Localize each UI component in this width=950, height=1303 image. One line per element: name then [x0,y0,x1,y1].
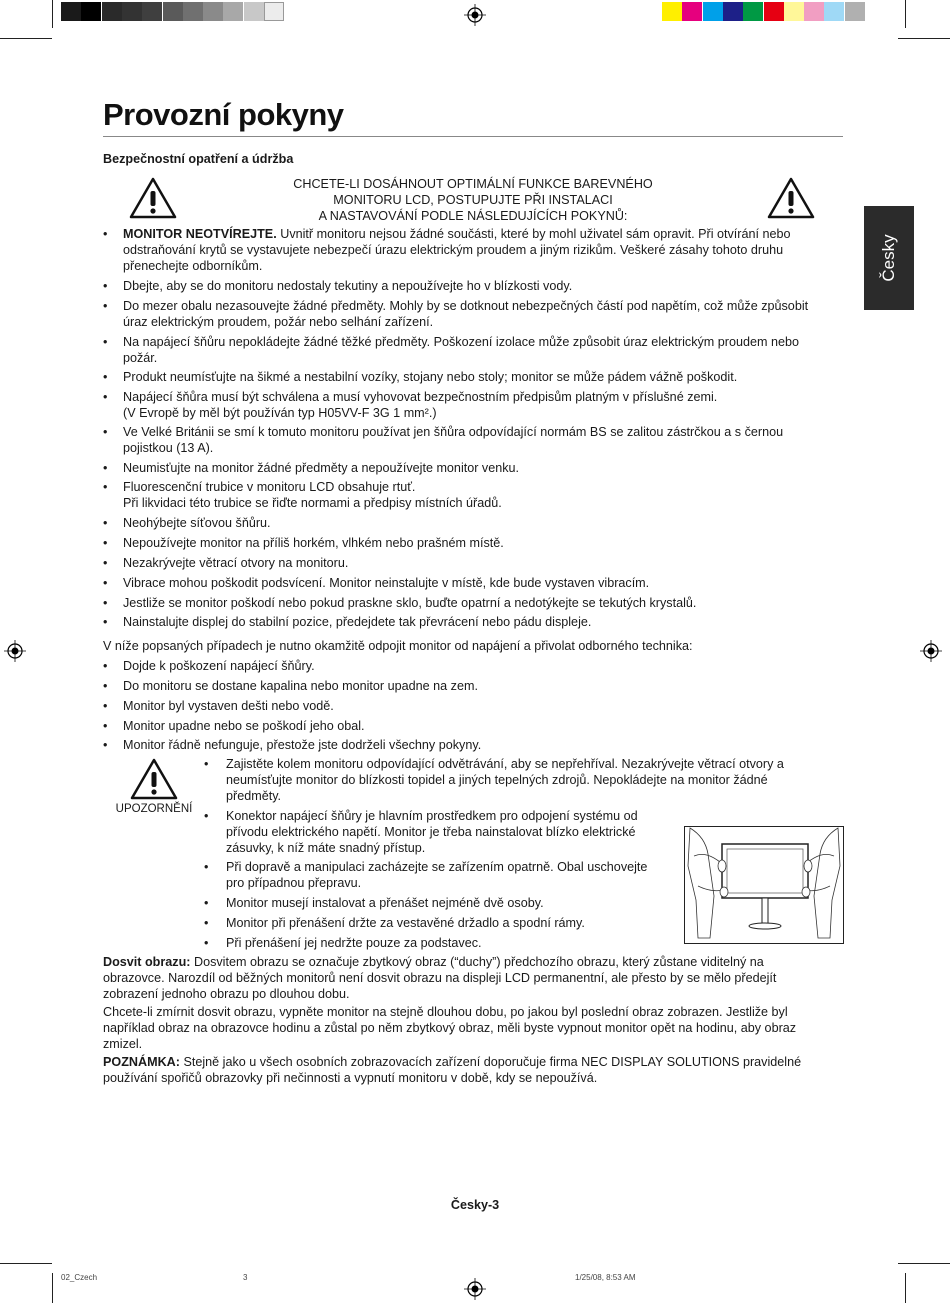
list-item: • Nezakrývejte větrací otvory na monitoru. [123,555,348,571]
center-warning [230,176,716,224]
gray-swatch [203,2,223,21]
gray-swatch [244,2,264,21]
text-line: přenechejte odborníkům. [123,259,263,273]
center-warning-line: CHCETE-LI DOSÁHNOUT OPTIMÁLNÍ FUNKCE BAREVNÉHO [293,177,653,191]
text-line: • Fluorescenční trubice v monitoru LCD obsahuje rtuť. [123,480,416,494]
crop-mark [52,0,53,28]
gray-swatch [163,2,183,21]
text-line: zobrazení jednoho obrazu po dlouhou dobu. [103,987,350,1001]
text-line: Uvnitř monitoru nejsou žádné součásti, které by mohl uživatel sám opravit. Při otvírání nebo [276,227,791,241]
list-item: • Monitor řádně nefunguje, přestože jste dodrželi všechny pokyny. [123,737,481,753]
color-swatch [764,2,784,21]
color-swatch [682,2,702,21]
list-item [123,389,823,421]
text-line: neumísťujte monitor do blízkosti topidel a jiných tepelných zdrojů. Nepokládejte na monitor žádné [226,773,768,787]
text-line: zmizel. [103,1037,143,1051]
list-item [123,424,833,456]
warning-triangle-icon [767,177,815,219]
text-line: obrazovce. Narozdíl od běžných monitorů není dosvit obrazu na displeji LCD permanentní, ale přesto by se mělo předejít [103,971,777,985]
color-swatch [784,2,804,21]
text-line: • Na napájecí šňůru nepokládejte žádné těžké předměty. Poškození izolace může způsobit úraz elektrickým proudem nebo [123,335,800,349]
list-item [226,808,676,856]
text-line: předměty. [226,789,282,803]
paragraph [103,1054,843,1086]
list-item: • Jestliže se monitor poškodí nebo pokud praskne sklo, buďte opatrní a nedotýkejte se tekutých krystalů. [123,595,696,611]
registration-mark-icon [4,640,26,662]
paragraph [103,1004,843,1052]
gray-swatch [223,2,243,21]
text-line: požár. [123,351,158,365]
crop-mark [0,38,52,39]
color-swatch [845,2,865,21]
text-line: úraz elektrickým proudem, požár nebo selhání zařízení. [123,315,434,329]
text-line: pro případnou přepravu. [226,876,362,890]
crop-mark [905,1273,906,1303]
crop-mark [52,1273,53,1303]
slug-filename: 02_Czech [61,1273,98,1282]
list-item: • Do monitoru se dostane kapalina nebo monitor upadne na zem. [123,678,478,694]
list-item: • Monitor musejí instalovat a přenášet nejméně dvě osoby. [226,895,544,911]
text-line: (V Evropě by měl být používán typ H05VV-F 3G 1 mm².) [123,406,437,420]
language-tab-label: Česky [879,234,898,282]
list-item: • Neohýbejte síťovou šňůru. [123,515,271,531]
list-item: • Monitor upadne nebo se poškodí jeho obal. [123,718,365,734]
text-line: odstraňování krytů se vystavujete nebezpečí úrazu elektrickým proudem a jiným rizikům. Veškeré zásahy tohoto druhu [123,243,784,257]
text-line: • Při dopravě a manipulaci zacházejte se zařízením opatrně. Obal uschovejte [226,860,648,874]
list-item [123,298,833,330]
gray-swatch [142,2,162,21]
page-footer: Česky-3 [450,1198,500,1212]
text-line: • Napájecí šňůra musí být schválena a musí vyhovovat bezpečnostním předpisům platným v příslušné zemi. [123,390,718,404]
text-line: Dosvitem obrazu se označuje zbytkový obraz (“duchy”) předchozího obrazu, který zůstane viditelný na [190,955,764,969]
list-item: • Dojde k poškození napájecí šňůry. [123,658,315,674]
text-line: Při likvidaci této trubice se řiďte normami a předpisy místních úřadů. [123,496,502,510]
text-line: zásuvky, k níž máte snadný přístup. [226,841,426,855]
gray-swatch [264,2,284,21]
list-item [226,859,676,891]
gray-swatch [183,2,203,21]
bold-lead: POZNÁMKA: [103,1055,180,1069]
registration-mark-icon [920,640,942,662]
page-title: Provozní pokyny [103,97,344,132]
text-line: • Zajistěte kolem monitoru odpovídající odvětrávání, aby se nepřehříval. Nezakrývejte větrací otvory a [226,757,784,771]
list-item: • Nepoužívejte monitor na příliš horkém, vlhkém nebo prašném místě. [123,535,504,551]
warning-triangle-icon [129,177,177,219]
list-item [123,479,823,511]
paragraph: V níže popsaných případech je nutno okamžitě odpojit monitor od napájení a přivolat odborného technika: [103,639,693,653]
list-item: • Monitor byl vystaven dešti nebo vodě. [123,698,334,714]
section-heading: Bezpečnostní opatření a údržba [103,152,294,166]
center-warning-line: A NASTAVOVÁNÍ PODLE NÁSLEDUJÍCÍCH POKYNŮ: [318,209,628,223]
text-line: Chcete-li zmírnit dosvit obrazu, vypněte monitor na stejně dlouhou dobu, po jakou byl poslední obraz zobrazen. Jestliže byl [103,1005,788,1019]
bold-lead: Dosvit obrazu: [103,955,191,969]
gray-swatch [61,2,81,21]
center-warning-line: MONITORU LCD, POSTUPUJTE PŘI INSTALACI [333,193,613,207]
paragraph [103,954,833,1002]
list-item: • Monitor při přenášení držte za vestavěné držadlo a spodní rámy. [226,915,585,931]
text-line: • Konektor napájecí šňůry je hlavním prostředkem pro odpojení systému od [226,809,638,823]
title-rule [103,136,843,137]
warning-triangle-icon [130,758,178,800]
slug-date: 1/25/08, 8:53 AM [575,1273,636,1282]
text-line: • Do mezer obalu nezasouvejte žádné předměty. Mohly by se dotknout nebezpečných částí pod napětím, což může způsobit [123,299,809,313]
registration-mark-icon [464,1278,486,1300]
color-swatch [703,2,723,21]
list-item: • Dbejte, aby se do monitoru nedostaly tekutiny a nepoužívejte ho v blízkosti vody. [123,278,572,294]
bold-lead: MONITOR NEOTVÍREJTE. [123,227,277,241]
text-line: • Ve Velké Británii se smí k tomuto monitoru používat jen šňůra odpovídající normám BS se zalitou zástrčkou a s černou [123,425,784,439]
list-item [226,756,816,804]
list-item [123,334,833,366]
text-line: přívodu elektrického napětí. Monitor je třeba nainstalovat blízko elektrické [226,825,636,839]
text-line: používání spořičů obrazovky při nečinnosti a vypnutí monitoru v době, kdy se nepoužívá. [103,1071,598,1085]
list-item: • Při přenášení jej nedržte pouze za podstavec. [226,935,482,951]
registration-mark-icon [464,4,486,26]
list-item: • Vibrace mohou poškodit podsvícení. Monitor neinstalujte v místě, kde bude vystaven vibracím. [123,575,649,591]
text-line: například obraz na obrazovce hodinu a zůstal po něm zbytkový obraz, měli byste vypnout monitor opět na hodinu, aby obraz [103,1021,797,1035]
list-item [123,226,823,274]
color-swatch [662,2,682,21]
text-line: Stejně jako u všech osobních zobrazovacích zařízení doporučuje firma NEC DISPLAY SOLUTIONS pravidelné [179,1055,802,1069]
crop-mark [898,38,950,39]
gray-swatch [122,2,142,21]
list-item: • Neumisťujte na monitor žádné předměty a nepoužívejte monitor venku. [123,460,519,476]
slug-page: 3 [243,1273,248,1282]
crop-mark [0,1263,52,1264]
gray-swatch [102,2,122,21]
monitor-carrying-illustration [684,826,844,944]
color-swatch [743,2,763,21]
color-swatch [723,2,743,21]
crop-mark [898,1263,950,1264]
text-line: pojistkou (13 A). [123,441,214,455]
language-tab [864,206,914,310]
crop-mark [905,0,906,28]
list-item: • Nainstalujte displej do stabilní pozice, předejdete tak převrácení nebo pádu displeje. [123,614,591,630]
color-swatch [824,2,844,21]
gray-swatch [81,2,101,21]
caution-label: UPOZORNĚNÍ [115,803,193,815]
color-swatch [804,2,824,21]
list-item: • Produkt neumísťujte na šikmé a nestabilní vozíky, stojany nebo stoly; monitor se může pádem vážně poškodit. [123,369,737,385]
